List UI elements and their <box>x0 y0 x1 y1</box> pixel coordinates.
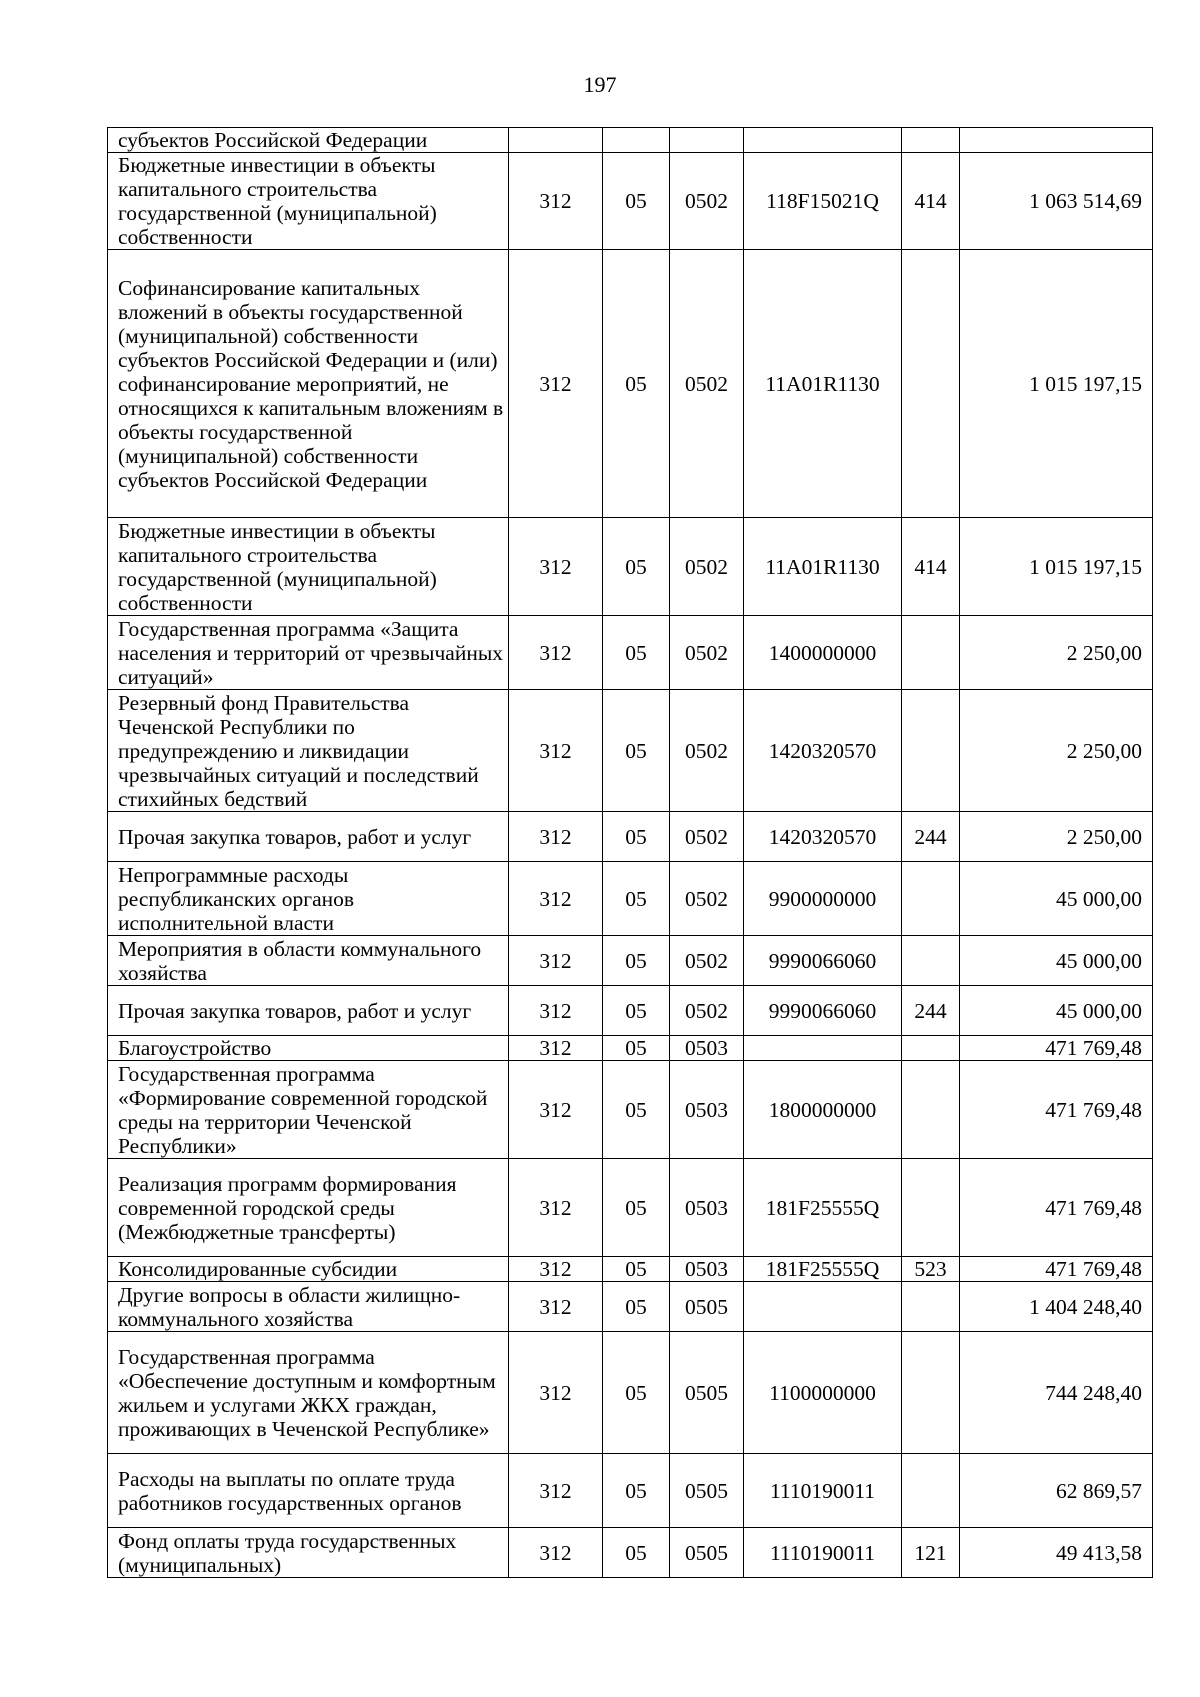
row-vr <box>902 690 960 812</box>
row-rz: 05 <box>603 690 670 812</box>
row-ved: 312 <box>509 862 603 936</box>
row-vr <box>902 1332 960 1454</box>
row-csr: 1110190011 <box>744 1528 902 1578</box>
row-name: Государственная программа «Обеспечение доступным и комфортным жильем и услугами ЖКХ граждан, проживающих в Чеченской Республике» <box>108 1332 509 1454</box>
table-row <box>108 1159 1153 1257</box>
row-csr: 181F25555Q <box>744 1159 902 1257</box>
row-rz: 05 <box>603 936 670 986</box>
row-name: Софинансирование капитальных вложений в объекты государственной (муниципальной) собственности субъектов Российской Федерации и (или) софинансирование мероприятий, не относящихся к капитальным вложениям в объекты государственной (муниципальной) собственности субъектов Российской Федерации <box>108 250 509 518</box>
row-vr <box>902 1036 960 1061</box>
row-csr: 1420320570 <box>744 812 902 862</box>
row-pr: 0502 <box>670 812 744 862</box>
row-sum: 2 250,00 <box>960 812 1153 862</box>
row-pr: 0503 <box>670 1257 744 1282</box>
row-rz: 05 <box>603 1282 670 1332</box>
row-ved: 312 <box>509 153 603 250</box>
row-csr: 9900000000 <box>744 862 902 936</box>
row-rz: 05 <box>603 1332 670 1454</box>
row-ved: 312 <box>509 1282 603 1332</box>
row-csr <box>744 128 902 153</box>
row-vr <box>902 1159 960 1257</box>
row-rz: 05 <box>603 812 670 862</box>
row-csr <box>744 1036 902 1061</box>
table-row <box>108 1282 1153 1332</box>
row-sum: 45 000,00 <box>960 986 1153 1036</box>
row-rz: 05 <box>603 1159 670 1257</box>
row-name: Прочая закупка товаров, работ и услуг <box>108 986 509 1036</box>
row-pr: 0502 <box>670 518 744 616</box>
row-sum: 2 250,00 <box>960 690 1153 812</box>
table-row <box>108 250 1153 518</box>
row-pr: 0505 <box>670 1332 744 1454</box>
row-ved: 312 <box>509 616 603 690</box>
row-vr <box>902 1454 960 1528</box>
row-sum: 45 000,00 <box>960 862 1153 936</box>
row-ved: 312 <box>509 812 603 862</box>
row-pr: 0502 <box>670 986 744 1036</box>
row-name: Бюджетные инвестиции в объекты капитального строительства государственной (муниципальной) собственности <box>108 518 509 616</box>
row-vr <box>902 128 960 153</box>
row-vr <box>902 1282 960 1332</box>
row-ved: 312 <box>509 250 603 518</box>
row-name: Резервный фонд Правительства Чеченской Республики по предупреждению и ликвидации чрезвычайных ситуаций и последствий стихийных бедствий <box>108 690 509 812</box>
table-row <box>108 936 1153 986</box>
row-name: Бюджетные инвестиции в объекты капитального строительства государственной (муниципальной) собственности <box>108 153 509 250</box>
row-pr: 0502 <box>670 153 744 250</box>
row-vr: 121 <box>902 1528 960 1578</box>
row-vr <box>902 1061 960 1159</box>
row-csr: 9990066060 <box>744 986 902 1036</box>
row-vr: 244 <box>902 812 960 862</box>
row-ved: 312 <box>509 1036 603 1061</box>
row-vr: 414 <box>902 518 960 616</box>
row-name: Фонд оплаты труда государственных (муниципальных) <box>108 1528 509 1578</box>
row-sum: 471 769,48 <box>960 1061 1153 1159</box>
row-rz: 05 <box>603 250 670 518</box>
row-rz: 05 <box>603 1257 670 1282</box>
row-ved: 312 <box>509 1332 603 1454</box>
row-ved: 312 <box>509 518 603 616</box>
row-sum: 471 769,48 <box>960 1159 1153 1257</box>
row-name: субъектов Российской Федерации <box>108 128 509 153</box>
row-sum: 49 413,58 <box>960 1528 1153 1578</box>
row-ved <box>509 128 603 153</box>
table-row <box>108 1061 1153 1159</box>
row-name: Непрограммные расходы республиканских органов исполнительной власти <box>108 862 509 936</box>
row-csr: 11A01R1130 <box>744 250 902 518</box>
row-sum: 1 015 197,15 <box>960 518 1153 616</box>
row-rz: 05 <box>603 518 670 616</box>
row-ved: 312 <box>509 1159 603 1257</box>
row-vr <box>902 862 960 936</box>
row-vr <box>902 250 960 518</box>
table-row <box>108 518 1153 616</box>
row-csr: 1400000000 <box>744 616 902 690</box>
row-rz: 05 <box>603 1454 670 1528</box>
table-row <box>108 128 1153 153</box>
table-row <box>108 986 1153 1036</box>
row-csr: 1420320570 <box>744 690 902 812</box>
row-sum: 1 015 197,15 <box>960 250 1153 518</box>
row-ved: 312 <box>509 1454 603 1528</box>
row-ved: 312 <box>509 986 603 1036</box>
row-pr: 0502 <box>670 616 744 690</box>
row-ved: 312 <box>509 1257 603 1282</box>
row-csr: 1110190011 <box>744 1454 902 1528</box>
row-vr <box>902 936 960 986</box>
row-sum: 1 404 248,40 <box>960 1282 1153 1332</box>
row-pr: 0505 <box>670 1454 744 1528</box>
row-ved: 312 <box>509 1061 603 1159</box>
row-name: Реализация программ формирования современной городской среды (Межбюджетные трансферты) <box>108 1159 509 1257</box>
row-csr: 1800000000 <box>744 1061 902 1159</box>
row-rz: 05 <box>603 153 670 250</box>
row-sum: 2 250,00 <box>960 616 1153 690</box>
row-vr: 244 <box>902 986 960 1036</box>
row-rz: 05 <box>603 986 670 1036</box>
row-pr: 0503 <box>670 1036 744 1061</box>
table-row <box>108 1036 1153 1061</box>
row-rz: 05 <box>603 862 670 936</box>
row-name: Государственная программа «Формирование современной городской среды на территории Чеченской Республики» <box>108 1061 509 1159</box>
row-pr: 0505 <box>670 1282 744 1332</box>
row-sum: 1 063 514,69 <box>960 153 1153 250</box>
row-pr <box>670 128 744 153</box>
table-row <box>108 862 1153 936</box>
table-row <box>108 1528 1153 1578</box>
row-rz <box>603 128 670 153</box>
row-ved: 312 <box>509 1528 603 1578</box>
row-pr: 0503 <box>670 1061 744 1159</box>
row-sum: 45 000,00 <box>960 936 1153 986</box>
row-csr: 9990066060 <box>744 936 902 986</box>
page-number: 197 <box>583 72 617 97</box>
row-sum: 471 769,48 <box>960 1036 1153 1061</box>
table-row <box>108 616 1153 690</box>
row-rz: 05 <box>603 1036 670 1061</box>
row-pr: 0502 <box>670 862 744 936</box>
table-row <box>108 1454 1153 1528</box>
table-row <box>108 1332 1153 1454</box>
row-sum: 471 769,48 <box>960 1257 1153 1282</box>
row-name: Благоустройство <box>108 1036 509 1061</box>
table-row <box>108 153 1153 250</box>
row-name: Государственная программа «Защита населения и территорий от чрезвычайных ситуаций» <box>108 616 509 690</box>
table-row <box>108 690 1153 812</box>
row-sum <box>960 128 1153 153</box>
row-csr: 1100000000 <box>744 1332 902 1454</box>
table-row <box>108 1257 1153 1282</box>
row-rz: 05 <box>603 616 670 690</box>
row-pr: 0502 <box>670 250 744 518</box>
row-csr: 181F25555Q <box>744 1257 902 1282</box>
row-csr <box>744 1282 902 1332</box>
row-ved: 312 <box>509 690 603 812</box>
row-name: Другие вопросы в области жилищно-коммунального хозяйства <box>108 1282 509 1332</box>
row-name: Прочая закупка товаров, работ и услуг <box>108 812 509 862</box>
row-name: Мероприятия в области коммунального хозяйства <box>108 936 509 986</box>
row-pr: 0505 <box>670 1528 744 1578</box>
row-sum: 62 869,57 <box>960 1454 1153 1528</box>
row-vr <box>902 616 960 690</box>
row-rz: 05 <box>603 1061 670 1159</box>
row-ved: 312 <box>509 936 603 986</box>
row-pr: 0502 <box>670 936 744 986</box>
row-csr: 11A01R1130 <box>744 518 902 616</box>
budget-table <box>107 127 1153 1578</box>
row-rz: 05 <box>603 1528 670 1578</box>
row-vr: 523 <box>902 1257 960 1282</box>
row-csr: 118F15021Q <box>744 153 902 250</box>
table-row <box>108 812 1153 862</box>
row-name: Расходы на выплаты по оплате труда работников государственных органов <box>108 1454 509 1528</box>
row-vr: 414 <box>902 153 960 250</box>
row-pr: 0502 <box>670 690 744 812</box>
row-sum: 744 248,40 <box>960 1332 1153 1454</box>
row-pr: 0503 <box>670 1159 744 1257</box>
row-name: Консолидированные субсидии <box>108 1257 509 1282</box>
